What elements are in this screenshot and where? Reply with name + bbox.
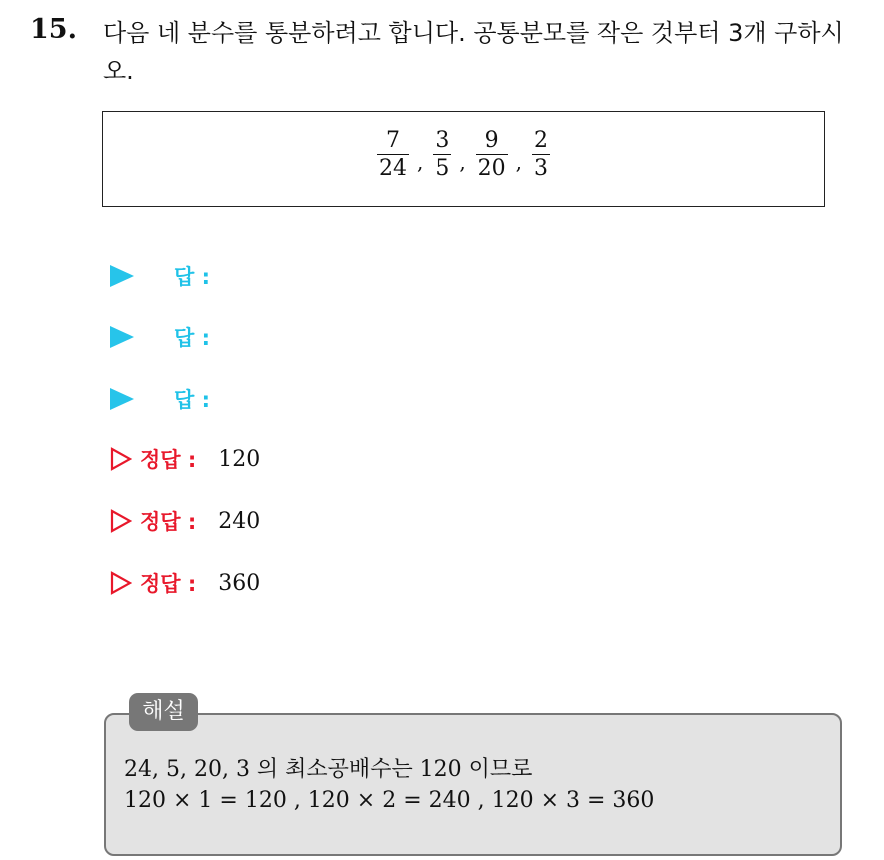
fraction-box	[102, 111, 825, 207]
answer-row-1[interactable]	[110, 261, 210, 291]
fraction-3-denominator: 20	[477, 156, 506, 181]
fraction-row	[103, 128, 824, 183]
fraction-4-denominator: 3	[534, 156, 549, 181]
solution-value: 360	[218, 570, 261, 596]
fraction-3-numerator: 9	[484, 128, 499, 153]
solution-label: 정답 :	[140, 510, 197, 534]
fraction-4-numerator: 2	[534, 128, 549, 153]
fraction-separator: ,	[459, 149, 466, 174]
fraction-1-numerator: 7	[385, 128, 400, 153]
answer-row-2[interactable]	[110, 322, 210, 352]
solution-row-3	[110, 568, 260, 598]
fraction-1	[377, 128, 409, 183]
play-triangle-icon	[110, 326, 134, 348]
fraction-3	[476, 128, 508, 183]
explanation-box	[104, 713, 842, 856]
answer-row-3[interactable]	[110, 384, 210, 414]
solution-value: 240	[218, 508, 261, 534]
answer-label: 답 :	[174, 265, 210, 289]
fraction-4	[532, 128, 550, 183]
fraction-separator: ,	[416, 149, 424, 174]
solution-label: 정답 :	[140, 572, 197, 596]
outline-triangle-icon	[110, 509, 132, 533]
answer-label: 답 :	[174, 388, 210, 412]
fraction-2-numerator: 3	[435, 128, 450, 153]
solution-label: 정답 :	[140, 448, 197, 472]
solution-row-1	[110, 444, 260, 474]
fraction-2-denominator: 5	[435, 156, 450, 181]
explanation-tab: 해설	[129, 693, 198, 731]
play-triangle-icon	[110, 265, 134, 287]
outline-triangle-icon	[110, 571, 132, 595]
solution-row-2	[110, 506, 260, 536]
solution-value: 120	[218, 446, 261, 472]
answer-label: 답 :	[174, 326, 210, 350]
question-number: 15.	[30, 14, 77, 45]
explanation-line-2: 120 × 1 = 120 , 120 × 2 = 240 , 120 × 3 = 360	[124, 788, 655, 813]
play-triangle-icon	[110, 388, 134, 410]
fraction-separator: ,	[515, 149, 523, 174]
fraction-2	[433, 128, 451, 183]
outline-triangle-icon	[110, 447, 132, 471]
explanation-line-1: 24, 5, 20, 3 의 최소공배수는 120 이므로	[124, 757, 533, 782]
fraction-1-denominator: 24	[378, 156, 407, 181]
question-text: 다음 네 분수를 통분하려고 합니다. 공통분모를 작은 것부터 3개 구하시오.	[103, 19, 844, 85]
